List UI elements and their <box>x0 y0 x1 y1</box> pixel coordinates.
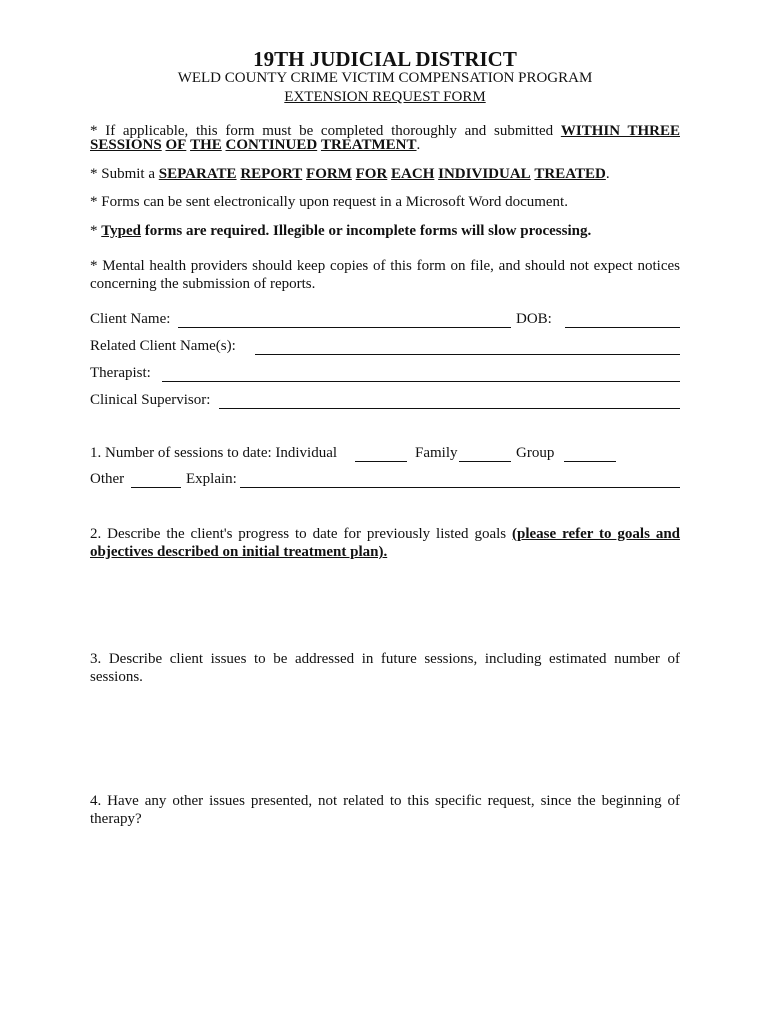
instruction-1-end: . <box>416 137 421 153</box>
instruction-1-of: OF <box>165 137 187 153</box>
question-3-answer-area[interactable] <box>90 690 680 790</box>
instruction-2 <box>90 165 680 183</box>
page-title: 19TH JUDICIAL DISTRICT <box>253 47 517 71</box>
instruction-2-each: EACH <box>391 166 435 182</box>
group-sessions-field[interactable] <box>564 461 616 462</box>
question-2-answer-area[interactable] <box>90 565 680 645</box>
instruction-2-end: . <box>605 166 610 182</box>
other-sessions-field[interactable] <box>131 487 181 488</box>
instruction-1-the: THE <box>190 137 222 153</box>
question-2-note: (please refer to goals and objectives described on initial treatment plan). <box>90 526 681 560</box>
instruction-4-rest: forms are required. Illegible or incomplete forms will slow processing. <box>140 223 592 239</box>
instruction-4-star: * <box>90 223 102 239</box>
instruction-2-report: REPORT <box>240 166 303 182</box>
instruction-1-text: * If applicable, this form must be completed thoroughly and submitted <box>90 123 554 139</box>
instruction-1-treatment: TREATMENT <box>320 137 417 153</box>
client-name-field[interactable] <box>178 327 511 328</box>
form-name: EXTENSION REQUEST FORM <box>284 89 486 105</box>
question-2 <box>90 525 680 561</box>
instruction-1 <box>90 122 680 154</box>
family-label: Family <box>415 445 458 461</box>
question-4: 4. Have any other issues presented, not related to this specific request, since the beginning of therapy? <box>90 793 680 827</box>
sessions-question: 1. Number of sessions to date: Individual <box>90 445 338 461</box>
instruction-2-for: FOR <box>355 166 388 182</box>
related-client-field[interactable] <box>255 354 680 355</box>
instruction-2-prefix: * Submit a <box>90 166 156 182</box>
client-name-label: Client Name: <box>90 311 171 327</box>
instruction-1-continued: CONTINUED <box>225 137 318 153</box>
other-label: Other <box>90 471 125 487</box>
instruction-2-individual: INDIVIDUAL <box>438 166 531 182</box>
group-label: Group <box>516 445 555 461</box>
dob-label: DOB: <box>516 311 552 327</box>
question-4-answer-area[interactable] <box>90 832 680 982</box>
instruction-5: * Mental health providers should keep copies of this form on file, and should not expect notices concerning the submission of reports. <box>90 258 680 292</box>
related-client-label: Related Client Name(s): <box>90 338 236 354</box>
dob-field[interactable] <box>565 327 680 328</box>
instruction-2-treated: TREATED <box>534 166 606 182</box>
explain-label: Explain: <box>186 471 237 487</box>
therapist-field[interactable] <box>162 381 680 382</box>
therapist-label: Therapist: <box>90 365 151 381</box>
question-3: 3. Describe client issues to be addressed in future sessions, including estimated number of sessions. <box>90 651 680 685</box>
instruction-1-within: WITHIN THREE <box>560 123 680 139</box>
instruction-2-form: FORM <box>306 166 352 182</box>
question-2-text: 2. Describe the client's progress to date for previously listed goals <box>90 526 507 542</box>
program-name: WELD COUNTY CRIME VICTIM COMPENSATION PROGRAM <box>177 70 593 86</box>
instruction-1-sessions: SESSIONS <box>90 137 162 153</box>
explain-field[interactable] <box>240 487 680 488</box>
clinical-supervisor-field[interactable] <box>219 408 680 409</box>
instruction-4 <box>90 222 680 240</box>
instruction-3: * Forms can be sent electronically upon request in a Microsoft Word document. <box>90 194 568 210</box>
family-sessions-field[interactable] <box>459 461 511 462</box>
instruction-4-typed: Typed <box>101 223 141 239</box>
individual-sessions-field[interactable] <box>355 461 407 462</box>
instruction-2-separate: SEPARATE <box>158 166 237 182</box>
clinical-supervisor-label: Clinical Supervisor: <box>90 392 211 408</box>
